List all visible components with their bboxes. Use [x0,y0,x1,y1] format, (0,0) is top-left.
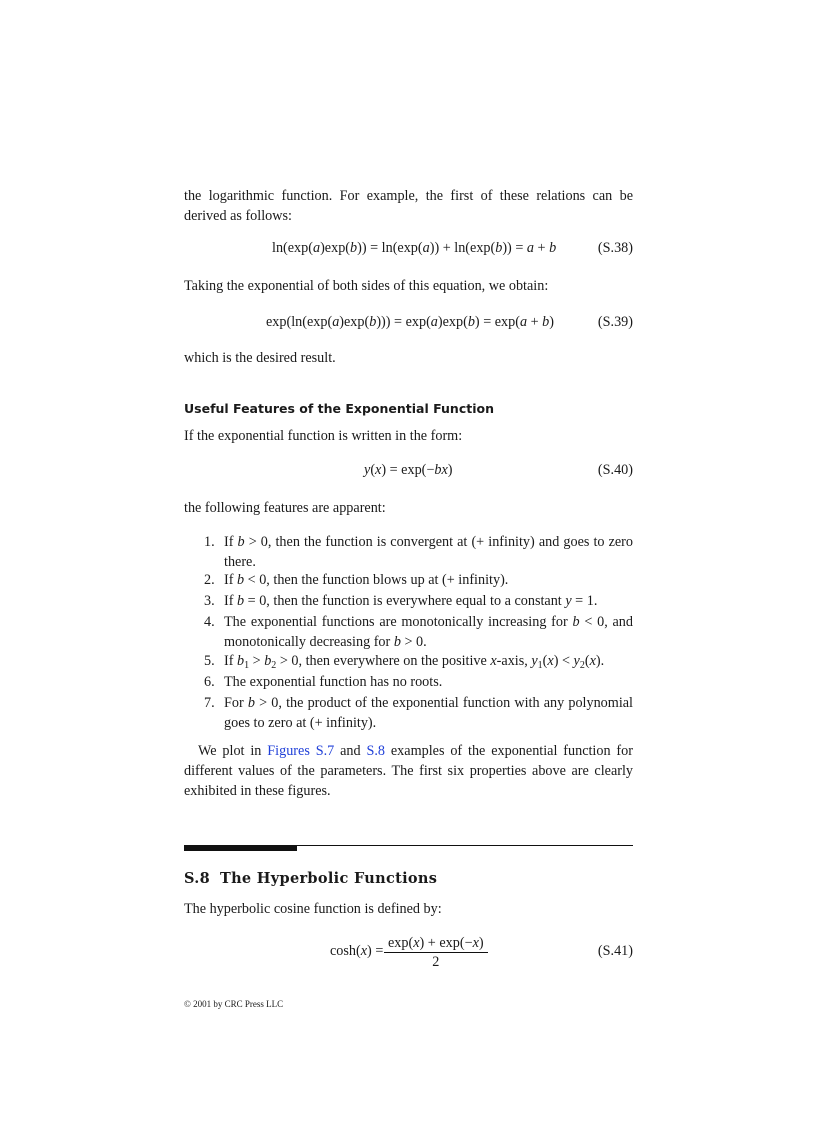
subheading: Useful Features of the Exponential Function [184,401,494,416]
equation-s41-fraction [384,934,488,971]
list-item-number: 3. [204,593,215,609]
list-item [200,651,633,671]
equation-s41-denominator: 2 [432,954,440,970]
plot-paragraph-before: We plot in [198,743,268,759]
equation-s40 [184,462,633,482]
list-item-number: 2. [204,572,215,588]
written-paragraph: If the exponential function is written in the form: [184,428,463,444]
list-item [200,672,633,692]
list-item-text: The exponential function has no roots. [224,674,443,690]
list-item-text: If $b_1 > b_2 > 0$, then everywhere on the positive x-axis, $y_1(x) < y_2(x)$. [224,653,605,671]
list-item [200,591,633,611]
list-item [200,693,633,733]
desired-paragraph: which is the desired result. [184,350,336,366]
section-number: S.8 [184,870,210,887]
equation-s40-number: (S.40) [597,462,633,478]
list-item-number: 5. [204,653,215,669]
equation-s38 [184,240,633,260]
section-title-text: The Hyperbolic Functions [220,870,438,887]
list-item-number: 4. [204,614,215,630]
figures-s7-link[interactable]: Figures S.7 [267,743,335,759]
section-rule-thick [184,845,297,851]
section-title [184,870,437,887]
list-item-text: If b = 0, then the function is everywhere equal to a constant y = 1. [224,593,598,609]
plot-paragraph-mid: and [334,743,367,759]
list-item-number: 1. [204,534,215,550]
figure-s8-link[interactable]: S.8 [366,743,386,759]
equation-s39-body: exp(ln(exp(a)exp(b))) = exp(a)exp(b) = exp(a + b) [266,314,554,330]
list-item-number: 6. [204,674,215,690]
intro-paragraph: the logarithmic function. For example, the first of these relations can be derived as follows: [184,188,633,224]
equation-s41 [184,934,633,974]
list-item-text: If b < 0, then the function blows up at (+ infinity). [224,572,509,588]
equation-s39 [184,314,633,334]
copyright-footer: © 2001 by CRC Press LLC [184,999,284,1009]
list-item [200,532,633,572]
list-item-text: For b > 0, the product of the exponential function with any polynomial goes to zero at (+ infinity). [224,695,633,731]
plot-paragraph-after: examples of the exponential function for different values of the parameters. The first six properties above are clearly exhibited in these figures. [184,743,633,799]
equation-s39-number: (S.39) [597,314,633,330]
equation-s38-number: (S.38) [597,240,633,256]
list-item-number: 7. [204,695,215,711]
equation-s40-body: y(x) = exp(−bx) [364,462,453,478]
equation-s38-body: ln(exp(a)exp(b)) = ln(exp(a)) + ln(exp(b)) = a + b [272,240,557,256]
list-item [200,570,633,590]
cosh-paragraph: The hyperbolic cosine function is defined by: [184,901,442,917]
equation-s41-lhs: cosh(x) = [330,943,384,959]
list-item [200,612,633,652]
list-item-text: If b > 0, then the function is convergent at (+ infinity) and goes to zero there. [224,534,633,570]
plot-paragraph [184,741,633,801]
equation-s41-number: (S.41) [597,943,633,959]
taking-paragraph: Taking the exponential of both sides of this equation, we obtain: [184,278,549,294]
list-item-text: The exponential functions are monotonically increasing for b < 0, and monotonically decreasing for b > 0. [224,614,633,650]
features-paragraph: the following features are apparent: [184,500,386,516]
equation-s41-numerator: exp(x) + exp(−x) [384,934,488,953]
